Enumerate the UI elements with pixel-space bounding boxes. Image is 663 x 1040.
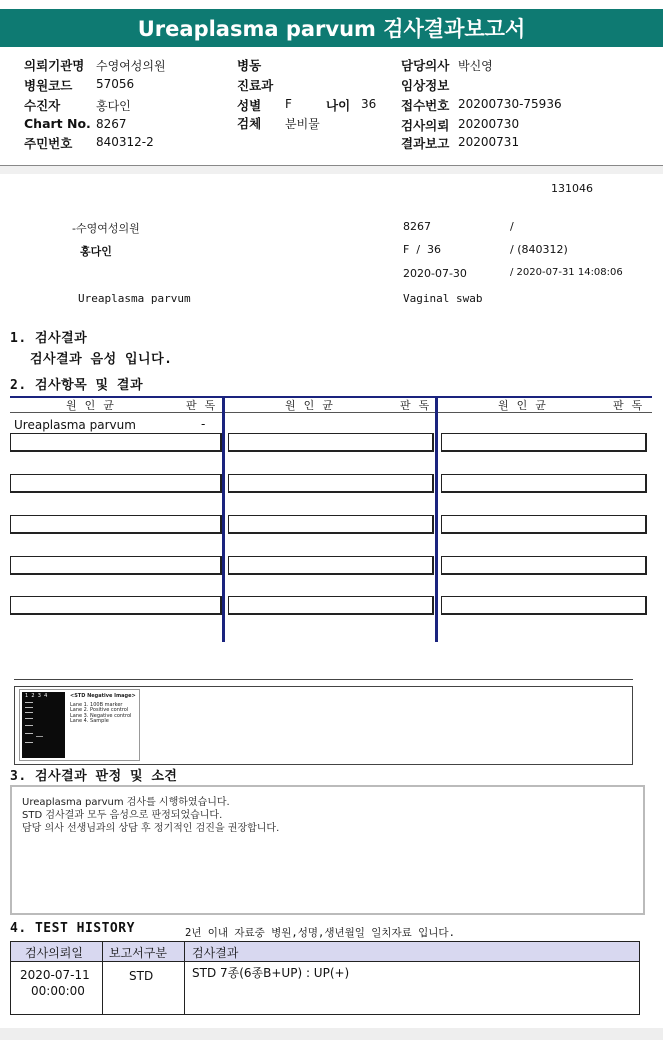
history-col-type: 보고서구분 xyxy=(109,946,167,960)
hospital-code-value: 57056 xyxy=(96,77,135,91)
section-1-result: 검사결과 음성 입니다. xyxy=(30,352,173,367)
section-1-title: 1. 검사결과 xyxy=(10,331,88,346)
result-cell xyxy=(441,596,647,615)
result-cell xyxy=(441,515,647,534)
history-row-time: 00:00:00 xyxy=(31,984,85,998)
report-header xyxy=(0,52,663,166)
result-cell xyxy=(228,515,434,534)
finding-line-2: STD 검사결과 모두 음성으로 판정되었습니다. xyxy=(22,810,223,821)
history-row-date: 2020-07-11 xyxy=(20,968,90,982)
report-title: Ureaplasma parvum 검사결과보고서 xyxy=(0,9,663,47)
chart-value: 8267 xyxy=(96,117,127,131)
report-value: 20200731 xyxy=(458,135,520,149)
request-label: 검사의뢰 xyxy=(401,118,450,133)
hospital-code-label: 병원코드 xyxy=(24,78,73,93)
sex-value: F xyxy=(285,97,292,111)
result-cell xyxy=(10,515,222,534)
doctor-value: 박신영 xyxy=(458,59,493,73)
history-table xyxy=(10,941,640,1015)
history-col-divider-1 xyxy=(102,942,103,1014)
meta-clinic: -수영여성의원 xyxy=(72,222,140,235)
clinical-label: 임상정보 xyxy=(401,78,450,93)
meta-date1: 2020-07-30 xyxy=(403,267,467,280)
meta-date2: / 2020-07-31 14:08:06 xyxy=(510,267,623,278)
gel-image xyxy=(19,689,140,761)
institution-label: 의뢰기관명 xyxy=(24,58,85,73)
image-top-rule xyxy=(14,679,633,680)
finding-line-3: 담당 의사 선생님과의 상담 후 정기적인 검진을 권장합니다. xyxy=(22,823,280,834)
table-column-divider-1 xyxy=(222,397,225,642)
report-id: 131046 xyxy=(551,182,593,195)
receipt-value: 20200730-75936 xyxy=(458,97,562,111)
age-label: 나이 xyxy=(326,98,351,113)
header-gray-strip xyxy=(0,166,663,174)
meta-specimen: Vaginal swab xyxy=(403,292,483,305)
request-value: 20200730 xyxy=(458,117,520,131)
resident-value: 840312-2 xyxy=(96,135,154,149)
row1-organism: Ureaplasma parvum xyxy=(14,418,136,432)
footer-gray-strip xyxy=(0,1028,663,1040)
dept-label: 진료과 xyxy=(237,78,274,93)
col-organism-3: 원인균 xyxy=(498,399,554,412)
result-cell xyxy=(228,596,434,615)
findings-box xyxy=(10,785,645,915)
gel-lane3-text: Lane 3. Negative control xyxy=(70,712,132,719)
gel-lane4-text: Lane 4. Sample xyxy=(70,718,109,725)
gel-caption-title: <STD Negative Image> xyxy=(70,693,136,699)
receipt-label: 접수번호 xyxy=(401,98,450,113)
patient-value: 홍다인 xyxy=(96,99,131,113)
result-cell xyxy=(441,556,647,575)
meta-sex-age: F / 36 xyxy=(403,243,442,256)
table-column-divider-2 xyxy=(435,397,438,642)
section-4-title: 4. TEST HISTORY xyxy=(10,921,135,936)
result-cell xyxy=(228,433,434,452)
meta-slash: / xyxy=(510,220,514,233)
ward-label: 병동 xyxy=(237,58,262,73)
institution-value: 수영여성의원 xyxy=(96,59,166,73)
sex-label: 성별 xyxy=(237,98,262,113)
gel-lanes-picture xyxy=(22,692,65,758)
col-result-1: 판독 xyxy=(186,399,224,412)
gel-caption xyxy=(70,694,136,725)
meta-birth: / (840312) xyxy=(510,243,568,256)
chart-label: Chart No. xyxy=(24,116,91,131)
history-col-result: 검사결과 xyxy=(192,946,239,960)
history-col-date: 검사의뢰일 xyxy=(25,946,83,960)
result-cell xyxy=(441,433,647,452)
col-organism-2: 원인균 xyxy=(285,399,341,412)
history-note: 2년 이내 자료중 병원,성명,생년월일 일치자료 입니다. xyxy=(185,927,455,939)
resident-label: 주민번호 xyxy=(24,136,73,151)
finding-line-1: Ureaplasma parvum 검사를 시행하였습니다. xyxy=(22,797,230,808)
history-col-divider-2 xyxy=(184,942,185,1014)
section-3-title: 3. 검사결과 판정 및 소견 xyxy=(10,769,178,784)
result-cell xyxy=(228,556,434,575)
history-header-row xyxy=(11,942,639,962)
gel-lane-numbers: 1 2 3 4 xyxy=(25,693,48,699)
gel-lane2-text: Lane 2. Positive control xyxy=(70,707,129,714)
age-value: 36 xyxy=(361,97,377,111)
specimen-label: 검체 xyxy=(237,116,262,131)
section-2-title: 2. 검사항목 및 결과 xyxy=(10,378,144,393)
result-cell xyxy=(441,474,647,493)
result-cell xyxy=(10,556,222,575)
result-cell xyxy=(10,433,222,452)
result-cell xyxy=(228,474,434,493)
col-result-3: 판독 xyxy=(613,399,651,412)
result-cell xyxy=(10,474,222,493)
meta-chart: 8267 xyxy=(403,220,431,233)
patient-label: 수진자 xyxy=(24,98,61,113)
result-cell xyxy=(10,596,222,615)
doctor-label: 담당의사 xyxy=(401,58,450,73)
meta-name: 홍다인 xyxy=(80,245,112,258)
gel-lane1-text: Lane 1. 100B marker xyxy=(70,701,123,708)
meta-test: Ureaplasma parvum xyxy=(78,292,191,305)
col-organism-1: 원인균 xyxy=(66,399,122,412)
history-row-result: STD 7종(6종B+UP) : UP(+) xyxy=(192,966,350,980)
specimen-value: 분비물 xyxy=(285,117,320,131)
col-result-2: 판독 xyxy=(400,399,438,412)
report-label: 결과보고 xyxy=(401,136,450,151)
history-row-type: STD xyxy=(129,969,154,983)
row1-result: - xyxy=(201,417,206,431)
